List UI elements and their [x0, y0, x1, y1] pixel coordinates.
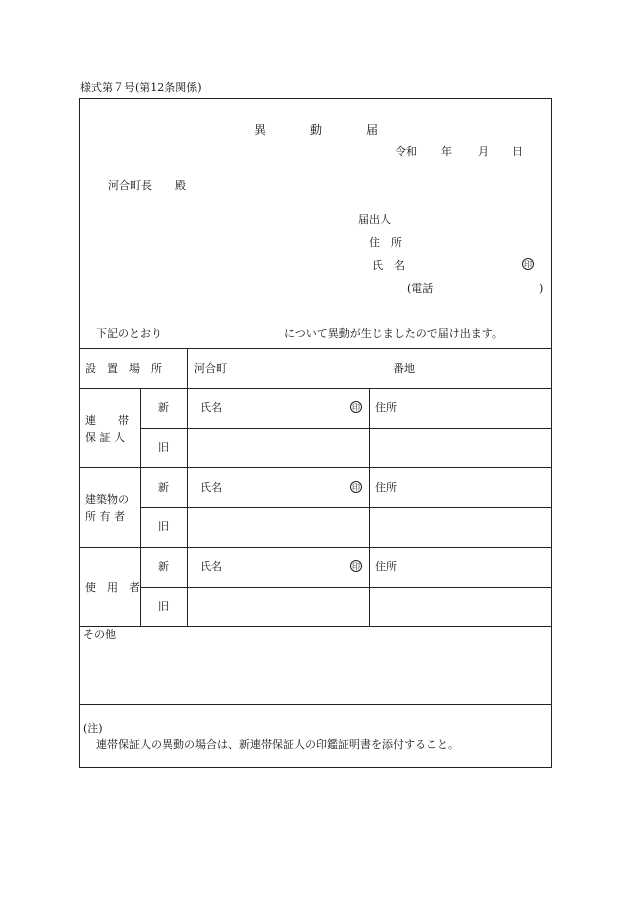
applicant-phone-open: (電話	[407, 282, 434, 295]
row-divider	[140, 587, 552, 588]
note-title: (注)	[83, 722, 103, 735]
location-label: 設 置 場 所	[85, 362, 162, 375]
date-year: 年	[441, 145, 452, 158]
name-field-label: 氏名	[200, 401, 222, 414]
seal-icon: 印	[352, 483, 360, 492]
date-day: 日	[512, 145, 523, 158]
title-char-2: 動	[310, 123, 323, 137]
seal-icon: 印	[352, 562, 360, 571]
statement-prefix: 下記のとおり	[96, 327, 162, 340]
section-label-line: 所 有 者	[85, 510, 125, 523]
section-label-line: 建築物の	[85, 493, 129, 506]
old-label: 旧	[158, 600, 169, 613]
name-field-label: 氏名	[200, 481, 222, 494]
date-era: 令和	[395, 145, 417, 158]
form-number: 様式第７号(第12条関係)	[80, 81, 202, 94]
title-char-3: 届	[366, 123, 379, 137]
section-label-line: 連 帯	[85, 414, 129, 427]
note-text: 連帯保証人の異動の場合は、新連帯保証人の印鑑証明書を添付すること。	[96, 738, 459, 751]
title-char-1: 異	[254, 123, 267, 137]
old-label: 旧	[158, 441, 169, 454]
column-divider	[369, 388, 370, 626]
row-divider	[79, 388, 552, 389]
location-town: 河合町	[194, 362, 227, 375]
new-label: 新	[158, 401, 169, 414]
row-divider	[140, 507, 552, 508]
addressee-honorific: 殿	[175, 179, 186, 192]
address-field-label: 住所	[375, 481, 397, 494]
date-month: 月	[478, 145, 489, 158]
section-label-line: 使 用 者	[85, 581, 140, 594]
row-divider	[79, 704, 552, 705]
row-divider	[79, 626, 552, 627]
applicant-seal-icon: 印	[524, 260, 532, 269]
section-label-line: 保 証 人	[85, 431, 125, 444]
row-divider	[140, 428, 552, 429]
location-banchi: 番地	[393, 362, 415, 375]
addressee-name: 河合町長	[108, 179, 152, 192]
address-field-label: 住所	[375, 401, 397, 414]
form-frame	[79, 98, 552, 768]
other-label: その他	[83, 628, 116, 641]
row-divider	[79, 467, 552, 468]
seal-icon: 印	[352, 403, 360, 412]
statement-suffix: について異動が生じましたので届け出ます。	[284, 327, 503, 340]
applicant-address-label: 住 所	[369, 236, 402, 249]
row-divider	[79, 547, 552, 548]
address-field-label: 住所	[375, 560, 397, 573]
row-divider	[79, 348, 552, 349]
column-divider	[140, 388, 141, 626]
column-divider	[187, 348, 188, 626]
applicant-name-label: 氏 名	[372, 259, 405, 272]
applicant-phone-close: )	[539, 282, 544, 295]
old-label: 旧	[158, 520, 169, 533]
applicant-label: 届出人	[358, 213, 391, 226]
new-label: 新	[158, 560, 169, 573]
name-field-label: 氏名	[200, 560, 222, 573]
new-label: 新	[158, 481, 169, 494]
